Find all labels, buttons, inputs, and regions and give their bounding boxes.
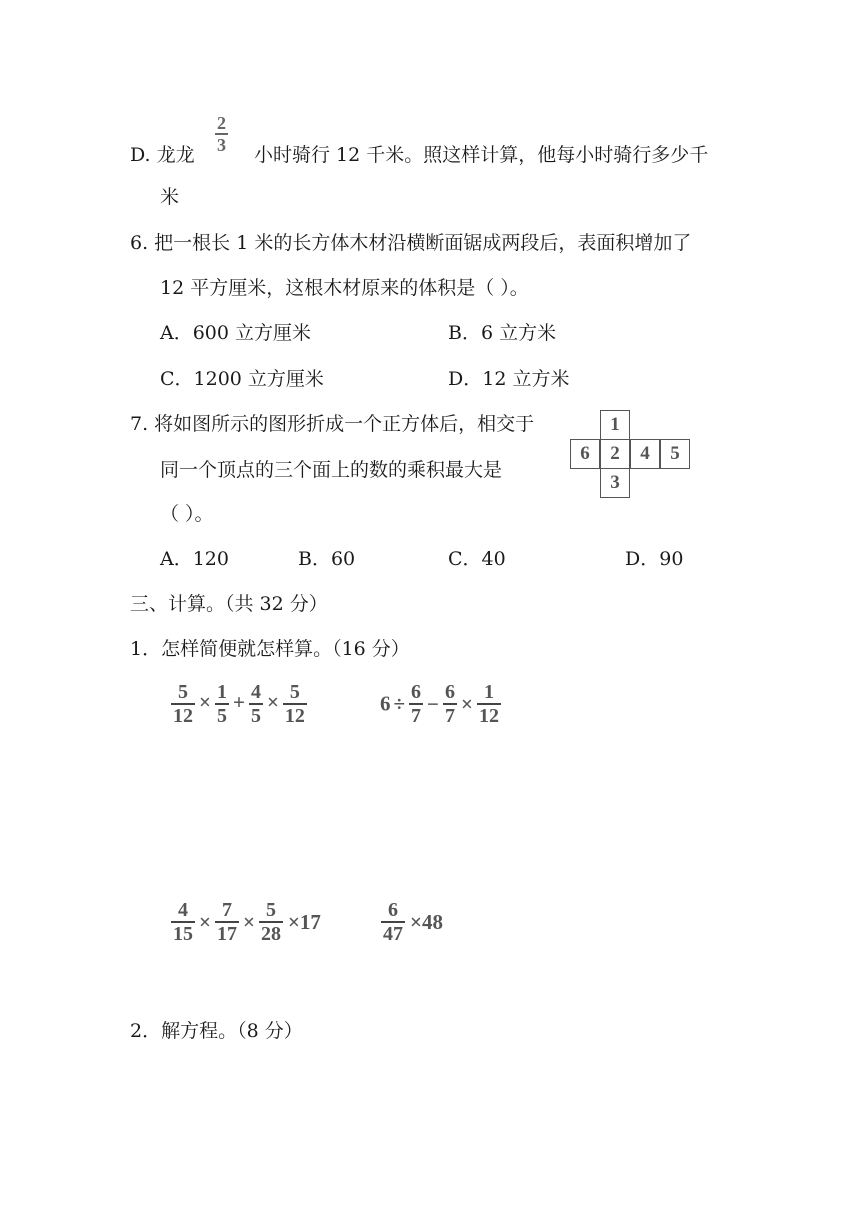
q6-option-a: A．600 立方厘米	[160, 322, 312, 344]
q5d-suffix: 小时骑行 12 千米。照这样计算，他每小时骑行多少千	[254, 144, 709, 166]
q5d-frac-num: 2	[217, 113, 226, 133]
q6-line1: 6. 把一根长 1 米的长方体木材沿横断面锯成两段后，表面积增加了	[130, 232, 692, 254]
net-cell-far-right: 5	[660, 439, 690, 469]
q6-line2: 12 平方厘米，这根木材原来的体积是（ ）。	[160, 277, 529, 299]
q6-option-c: C．1200 立方厘米	[160, 368, 324, 390]
net-cell-right: 4	[630, 439, 660, 469]
q5d-prefix: D. 龙龙	[130, 144, 195, 166]
q7-option-d: D．90	[625, 548, 684, 570]
q5d-fraction	[214, 114, 229, 154]
q5d-continuation: 米	[160, 186, 180, 208]
q7-line2: 同一个顶点的三个面上的数的乘积最大是	[160, 459, 503, 481]
cube-net-figure	[570, 410, 692, 498]
q7-option-c: C．40	[448, 548, 506, 570]
net-cell-left: 6	[570, 439, 600, 469]
net-cell-top: 1	[600, 410, 630, 440]
q5-option-d	[130, 140, 195, 167]
q7-option-a: A．120	[160, 548, 229, 570]
q7-line1: 7. 将如图所示的图形折成一个正方体后，相交于	[130, 413, 535, 435]
expression-2: 6 ÷ $\frac{6}{7}$ − $\frac{6}{7}$ × $\frac{1}{12}$	[380, 681, 499, 727]
q7-line3: （ ）。	[160, 503, 214, 525]
expression-4: $\frac{6}{47}$ ×48	[383, 899, 443, 945]
q7-option-b: B．60	[298, 548, 356, 570]
q6-option-d: D．12 立方米	[448, 368, 570, 390]
expression-1: $\frac{5}{12}$ × $\frac{1}{5}$ + $\frac{4}{5}$ × $\frac{5}{12}$	[173, 681, 305, 727]
q5d-frac-den: 3	[217, 135, 226, 155]
section3-q2-title: 2．解方程。（8 分）	[130, 1020, 303, 1042]
expression-3: $\frac{4}{15}$ × $\frac{7}{17}$ × $\frac{5}{28}$ ×17	[173, 899, 321, 945]
net-cell-bottom: 3	[600, 468, 630, 498]
section3-heading: 三、计算。（共 32 分）	[130, 593, 328, 615]
q6-option-b: B．6 立方米	[448, 322, 557, 344]
net-cell-center: 2	[600, 439, 630, 469]
section3-q1-title: 1．怎样简便就怎样算。（16 分）	[130, 638, 410, 660]
